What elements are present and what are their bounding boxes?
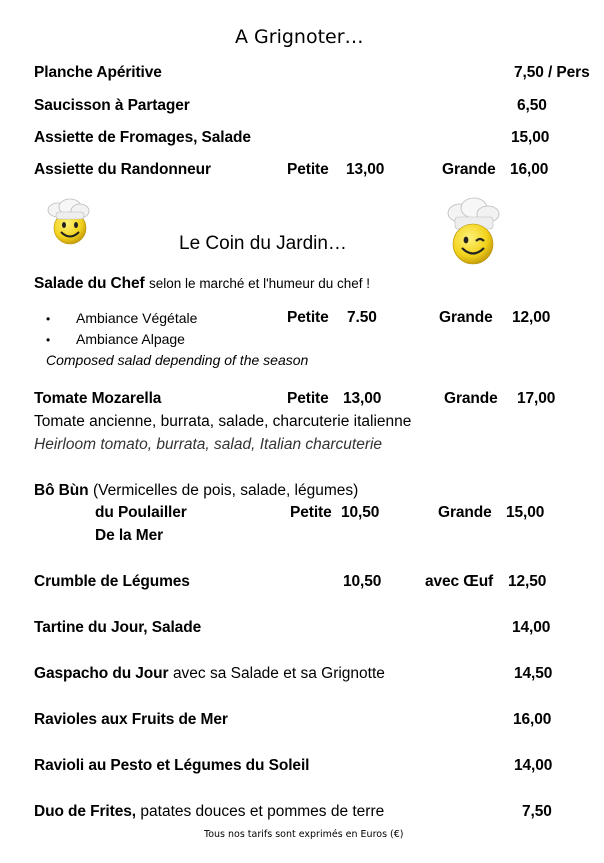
petite-label: Petite (287, 390, 329, 407)
bobun-variant-poulailler: du Poulailler (95, 504, 187, 521)
bullet-icon: • (46, 333, 51, 347)
petite-price: 13,00 (343, 390, 382, 407)
item-name-tartine: Tartine du Jour, Salade (34, 619, 202, 636)
item-bobun (34, 482, 358, 500)
item-desc-gaspacho: avec sa Salade et sa Grignotte (172, 665, 385, 682)
item-price-frites: 7,50 (522, 803, 552, 820)
item-price-gaspacho: 14,50 (514, 665, 553, 682)
petite-price: 13,00 (346, 161, 385, 178)
item-name-bobun: Bô Bùn (34, 482, 89, 499)
chef-wink-icon (438, 196, 508, 268)
item-gaspacho (34, 665, 385, 683)
item-name-ravioles: Ravioles aux Fruits de Mer (34, 711, 228, 728)
item-frites (34, 803, 384, 821)
item-price-planche: 7,50 / Pers (514, 64, 590, 81)
petite-price: 10,50 (341, 504, 380, 521)
item-price-ravioli: 14,00 (514, 757, 553, 774)
item-name-salade-chef: Salade du Chef (34, 275, 145, 292)
egg-label: avec Œuf (425, 573, 494, 590)
english-salade-chef: Composed salad depending of the season (46, 352, 309, 368)
bullet-icon: • (46, 312, 51, 326)
grande-label: Grande (444, 390, 498, 407)
chef-smiley-icon (40, 196, 100, 248)
item-name-saucisson: Saucisson à Partager (34, 97, 190, 114)
item-price-assiette-fromages: 15,00 (511, 129, 550, 146)
grande-price: 15,00 (506, 504, 545, 521)
item-name-gaspacho: Gaspacho du Jour (34, 665, 169, 682)
item-name-randonneur: Assiette du Randonneur (34, 161, 211, 178)
grande-label: Grande (439, 309, 493, 326)
item-name-crumble: Crumble de Légumes (34, 573, 190, 590)
english-tomate: Heirloom tomato, burrata, salad, Italian charcuterie (34, 436, 383, 453)
section-title-grignoter: A Grignoter… (235, 26, 364, 48)
petite-label: Petite (290, 504, 332, 521)
egg-price: 12,50 (508, 573, 547, 590)
grande-price: 17,00 (517, 390, 556, 407)
section-title-jardin: Le Coin du Jardin… (179, 233, 347, 254)
item-price-tartine: 14,00 (512, 619, 551, 636)
item-desc-frites: patates douces et pommes de terre (140, 803, 385, 820)
petite-label: Petite (287, 309, 329, 326)
item-name-assiette-fromages: Assiette de Fromages, Salade (34, 129, 251, 146)
item-desc-bobun: (Vermicelles de pois, salade, légumes) (92, 482, 359, 499)
item-name-planche: Planche Apéritive (34, 64, 162, 81)
footer-note: Tous nos tarifs sont exprimés en Euros (€) (204, 829, 404, 840)
option-alpage: Ambiance Alpage (76, 331, 185, 347)
petite-price: 7.50 (347, 309, 377, 326)
grande-label: Grande (438, 504, 492, 521)
item-name-ravioli: Ravioli au Pesto et Légumes du Soleil (34, 757, 310, 774)
bobun-variant-mer: De la Mer (95, 527, 164, 544)
item-desc-salade-chef: selon le marché et l'humeur du chef ! (149, 276, 370, 291)
item-price-ravioles: 16,00 (513, 711, 552, 728)
option-vegetale: Ambiance Végétale (76, 310, 198, 326)
item-name-tomate: Tomate Mozarella (34, 390, 162, 407)
item-salade-chef (34, 275, 370, 293)
item-name-frites: Duo de Frites, (34, 803, 136, 820)
item-price-saucisson: 6,50 (517, 97, 547, 114)
grande-label: Grande (442, 161, 496, 178)
item-price-crumble: 10,50 (343, 573, 382, 590)
grande-price: 12,00 (512, 309, 551, 326)
item-desc-tomate: Tomate ancienne, burrata, salade, charcuterie italienne (34, 413, 412, 430)
grande-price: 16,00 (510, 161, 549, 178)
petite-label: Petite (287, 161, 329, 178)
